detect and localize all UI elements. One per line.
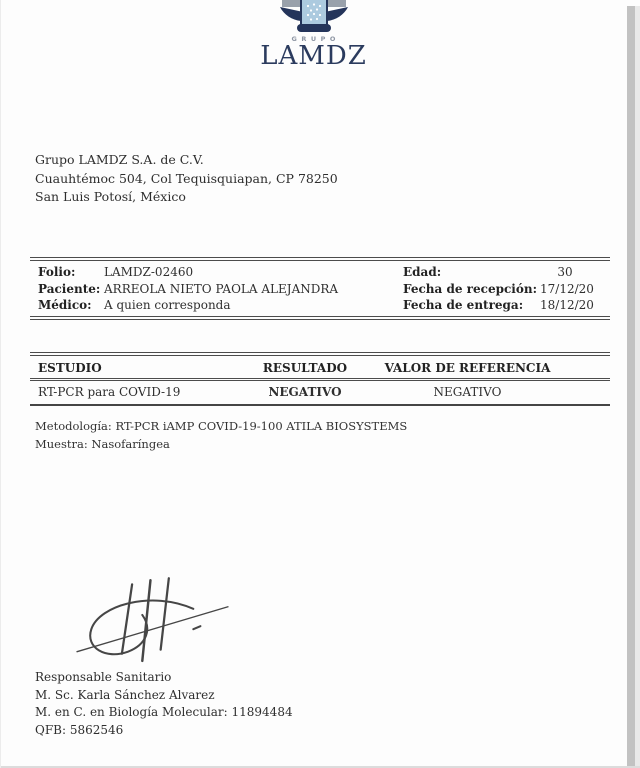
sample-line: Muestra: Nasofaríngea	[35, 437, 170, 451]
signatory-qfb: QFB: 5862546	[35, 722, 124, 737]
scan-edge-right-light	[635, 6, 640, 768]
signatory-block	[35, 669, 293, 739]
signatory-name: M. Sc. Karla Sánchez Alvarez	[35, 687, 215, 702]
signatory-degree: M. en C. en Biología Molecular: 11894484	[35, 705, 293, 720]
paciente-value: ARREOLA NIETO PAOLA ALEJANDRA	[104, 281, 339, 296]
lab-address-line2: Cuauhtémoc 504, Col Tequisquiapan, CP 78250	[35, 170, 338, 186]
result-resultado: NEGATIVO	[268, 385, 342, 399]
medico-value: A quien corresponda	[104, 298, 231, 312]
results-data-row	[30, 381, 610, 404]
result-valor-referencia: NEGATIVO	[433, 385, 502, 399]
info-row-recepcion	[403, 281, 594, 298]
result-row-spacer	[570, 385, 610, 399]
fecha-entrega-value: 18/12/20	[540, 298, 594, 312]
lab-address-line3: San Luis Potosí, México	[35, 189, 186, 204]
signature-scribble	[70, 566, 235, 668]
logo-lamdz-text: LAMDZ	[260, 41, 367, 71]
col-header-spacer	[570, 361, 610, 375]
col-header-estudio: ESTUDIO	[38, 361, 102, 375]
edad-value: 30	[557, 265, 573, 279]
logo	[0, 0, 627, 70]
paciente-label: Paciente:	[38, 281, 101, 296]
lab-address-line1: Grupo LAMDZ S.A. de C.V.	[35, 152, 204, 167]
col-header-valor-referencia: VALOR DE REFERENCIA	[384, 361, 551, 375]
lab-address	[35, 151, 338, 207]
patient-info-table	[30, 257, 610, 320]
info-row-medico	[38, 297, 403, 314]
methodology-block	[35, 417, 407, 453]
info-row-folio	[38, 264, 403, 281]
info-row-paciente	[38, 281, 403, 298]
methodology-line: Metodología: RT-PCR iAMP COVID-19-100 ATILA BIOSYSTEMS	[35, 419, 408, 433]
result-estudio: RT-PCR para COVID-19	[38, 385, 181, 399]
signatory-role: Responsable Sanitario	[35, 670, 172, 684]
info-row-entrega	[403, 297, 594, 314]
folio-label: Folio:	[38, 265, 76, 279]
logo-grupo-text: GRUPO	[291, 35, 340, 43]
col-header-resultado: RESULTADO	[262, 361, 348, 375]
lab-bottle-icon	[268, 0, 360, 33]
fecha-recepcion-label: Fecha de recepción:	[403, 281, 537, 296]
patient-info-left	[30, 264, 403, 314]
patient-info-right	[403, 264, 610, 314]
info-row-edad	[403, 264, 590, 281]
results-header-row	[30, 356, 610, 381]
medico-label: Médico:	[38, 298, 92, 312]
scan-edge-left	[0, 0, 1, 768]
edad-label: Edad:	[403, 265, 442, 279]
folio-value: LAMDZ-02460	[104, 265, 194, 279]
results-table	[30, 352, 610, 406]
fecha-recepcion-value: 17/12/20	[540, 281, 594, 296]
scan-edge-right-dark	[627, 6, 635, 768]
fecha-entrega-label: Fecha de entrega:	[403, 298, 524, 312]
